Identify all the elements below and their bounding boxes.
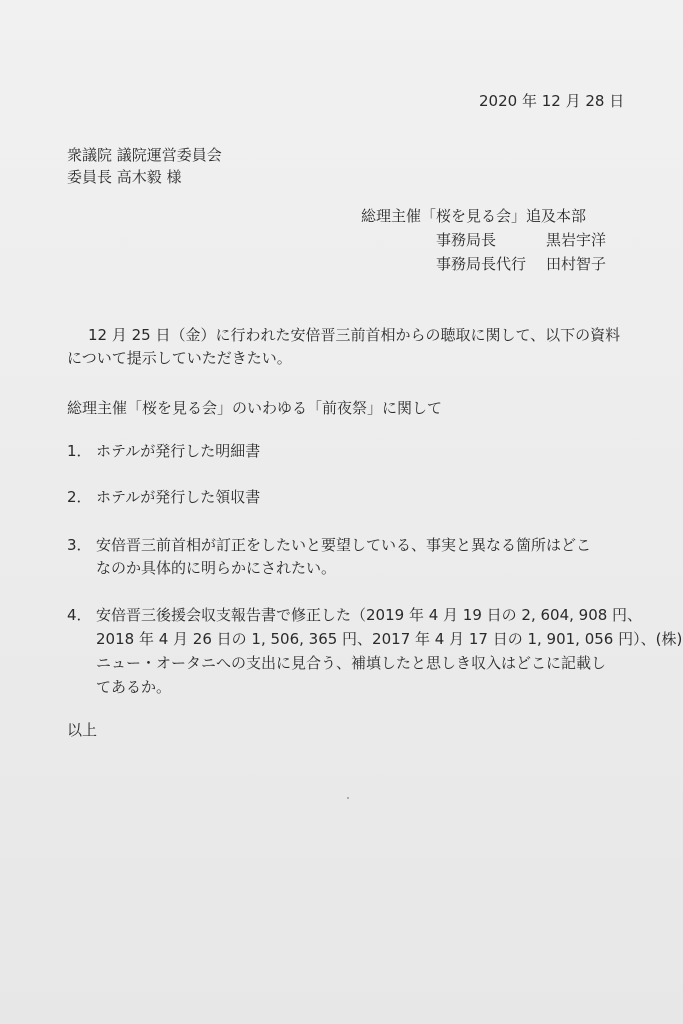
list-item-text-continued: 2018 年 4 月 26 日の 1, 506, 365 円、2017 年 4 月 17 日の 1, 901, 056 円）、(株) (96, 630, 683, 648)
sender-role-name-1: 黒岩宇洋 (546, 231, 607, 249)
list-item-text-continued: ニュー・オータニへの支出に見合う、補填したと思しき収入はどこに記載し (96, 654, 607, 672)
list-item-number: 2． (67, 488, 92, 506)
list-item-number: 4． (67, 606, 92, 624)
list-item-number: 1． (67, 442, 92, 460)
addressee-line-1: 衆議院 議院運営委員会 (67, 146, 222, 164)
list-item-text: 安倍晋三後援会収支報告書で修正した（2019 年 4 月 19 日の 2, 604, 908 円、 (96, 606, 643, 624)
intro-paragraph-line-1: 12 月 25 日（金）に行われた安倍晋三前首相からの聴取に関して、以下の資料 (88, 326, 621, 344)
closing-text: 以上 (67, 721, 98, 739)
list-item-text: ホテルが発行した領収書 (96, 488, 261, 506)
sender-organization: 総理主催「桜を見る会」追及本部 (361, 207, 587, 225)
sender-role-title-1: 事務局長 (436, 231, 497, 249)
sender-role-title-2: 事務局長代行 (436, 255, 527, 273)
paper-speck (347, 797, 349, 799)
document-date: 2020 年 12 月 28 日 (479, 92, 625, 110)
list-item-text-continued: てあるか。 (96, 678, 172, 696)
list-item-number: 3． (67, 536, 92, 554)
list-item-text: ホテルが発行した明細書 (96, 442, 261, 460)
addressee-line-2: 委員長 高木毅 様 (67, 168, 182, 186)
list-item-text: 安倍晋三前首相が訂正をしたいと要望している、事実と異なる箇所はどこ (96, 536, 592, 554)
sender-role-name-2: 田村智子 (546, 255, 607, 273)
intro-paragraph-line-2: について提示していただきたい。 (67, 349, 292, 367)
list-item-text-continued: なのか具体的に明らかにされたい。 (96, 559, 337, 577)
subject-heading: 総理主催「桜を見る会」のいわゆる「前夜祭」に関して (67, 399, 443, 417)
